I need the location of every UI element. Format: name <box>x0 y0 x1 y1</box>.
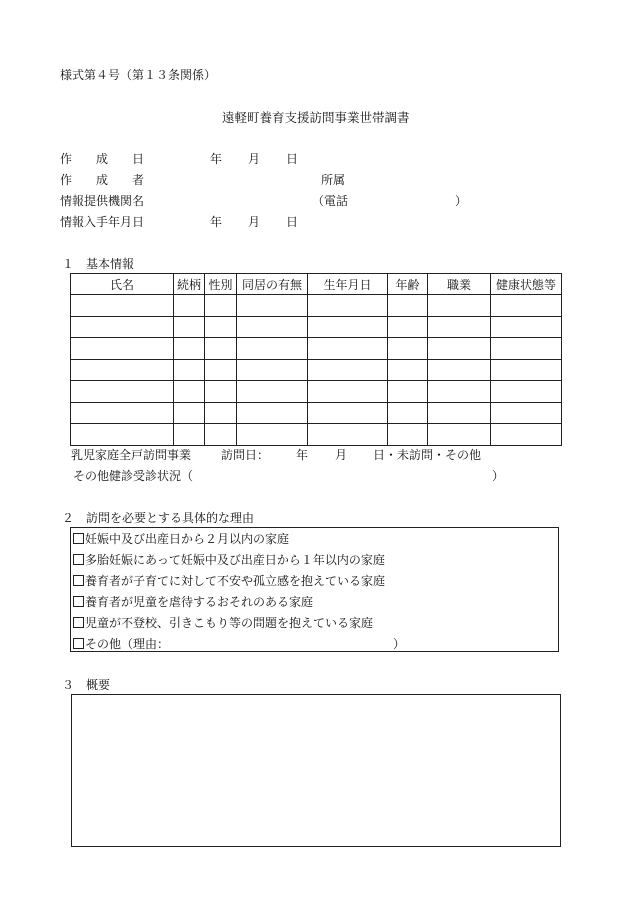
table-cell[interactable] <box>491 338 562 360</box>
column-header: 健康状態等 <box>491 274 562 295</box>
table-cell[interactable] <box>71 316 174 338</box>
table-cell[interactable] <box>205 295 237 317</box>
table-cell[interactable] <box>237 338 308 360</box>
table-cell[interactable] <box>237 381 308 403</box>
table-cell[interactable] <box>308 402 388 424</box>
reason-item[interactable]: 多胎妊娠にあって妊娠中及び出産日から１年以内の家庭 <box>73 553 385 567</box>
table-cell[interactable] <box>174 424 205 446</box>
table-cell[interactable] <box>174 316 205 338</box>
info-date-month[interactable]: 月 <box>248 215 261 229</box>
reason-item[interactable]: 児童が不登校、引きこもり等の問題を抱えている家庭 <box>73 616 373 630</box>
table-cell[interactable] <box>205 381 237 403</box>
table-cell[interactable] <box>388 402 428 424</box>
table-cell[interactable] <box>71 402 174 424</box>
table-cell[interactable] <box>174 338 205 360</box>
table-cell[interactable] <box>237 359 308 381</box>
table-cell[interactable] <box>237 295 308 317</box>
table-cell[interactable] <box>205 402 237 424</box>
table-cell[interactable] <box>388 338 428 360</box>
checkbox[interactable] <box>73 638 84 649</box>
reason-item[interactable]: 養育者が児童を虐待するおそれのある家庭 <box>73 595 313 609</box>
table-cell[interactable] <box>71 338 174 360</box>
table-cell[interactable] <box>491 359 562 381</box>
column-header: 氏名 <box>71 274 174 295</box>
checkbox[interactable] <box>73 533 84 544</box>
page-title: 遠軽町養育支援訪問事業世帯調書 <box>222 110 410 125</box>
table-cell[interactable] <box>388 316 428 338</box>
table-cell[interactable] <box>237 424 308 446</box>
table-row <box>71 359 562 381</box>
visit-date-label: 訪問日： <box>221 448 270 462</box>
table-row <box>71 424 562 446</box>
table-cell[interactable] <box>428 402 491 424</box>
table-cell[interactable] <box>428 338 491 360</box>
table-cell[interactable] <box>388 295 428 317</box>
creator-affiliation-label: 所属 <box>321 173 346 187</box>
table-row <box>71 381 562 403</box>
table-row <box>71 402 562 424</box>
table-row <box>71 338 562 360</box>
info-date-year[interactable]: 年 <box>210 215 223 229</box>
info-date-day[interactable]: 日 <box>286 215 299 229</box>
table-cell[interactable] <box>428 359 491 381</box>
column-header: 年齢 <box>388 274 428 295</box>
table-cell[interactable] <box>491 424 562 446</box>
other-reason-close: ） <box>393 637 406 651</box>
table-row <box>71 295 562 317</box>
created-date-year[interactable]: 年 <box>210 152 223 166</box>
column-header: 職業 <box>428 274 491 295</box>
overview-box[interactable] <box>71 694 561 847</box>
table-cell[interactable] <box>428 295 491 317</box>
checkup-label: その他健診受診状況（ <box>73 469 194 483</box>
reason-item[interactable]: 妊娠中及び出産日から２月以内の家庭 <box>73 532 289 546</box>
table-cell[interactable] <box>174 402 205 424</box>
column-header: 性別 <box>205 274 237 295</box>
table-cell[interactable] <box>428 381 491 403</box>
creator-label: 作 成 者 <box>60 173 145 187</box>
form-number: 様式第４号（第１３条関係） <box>60 68 217 82</box>
table-cell[interactable] <box>205 338 237 360</box>
table-cell[interactable] <box>174 359 205 381</box>
phone-open-label: （電話 <box>312 194 349 208</box>
table-cell[interactable] <box>174 381 205 403</box>
column-header: 生年月日 <box>308 274 388 295</box>
reason-item[interactable]: 養育者が子育てに対して不安や孤立感を抱えている家庭 <box>73 574 385 588</box>
table-cell[interactable] <box>308 359 388 381</box>
visit-label: 乳児家庭全戸訪問事業 <box>71 448 192 462</box>
visit-day-options[interactable]: 日・未訪問・その他 <box>373 448 482 462</box>
visit-month[interactable]: 月 <box>335 448 348 462</box>
table-row <box>71 316 562 338</box>
table-cell[interactable] <box>491 316 562 338</box>
table-cell[interactable] <box>428 424 491 446</box>
table-cell[interactable] <box>388 381 428 403</box>
table-cell[interactable] <box>388 424 428 446</box>
table-cell[interactable] <box>205 359 237 381</box>
checkbox[interactable] <box>73 575 84 586</box>
info-date-label: 情報入手年月日 <box>60 215 145 229</box>
table-cell[interactable] <box>491 381 562 403</box>
created-date-label: 作 成 日 <box>60 152 145 166</box>
table-cell[interactable] <box>491 402 562 424</box>
section2-title: ２ 訪問を必要とする具体的な理由 <box>62 511 255 525</box>
column-header: 同居の有無 <box>237 274 308 295</box>
table-cell[interactable] <box>308 295 388 317</box>
checkup-close: ） <box>492 469 505 483</box>
checkbox[interactable] <box>73 554 84 565</box>
phone-close-label: ） <box>455 194 468 208</box>
table-header-row <box>71 274 562 295</box>
column-header: 続柄 <box>174 274 205 295</box>
table-cell[interactable] <box>388 359 428 381</box>
table-cell[interactable] <box>71 424 174 446</box>
basic-info-table <box>70 273 562 446</box>
reason-item[interactable]: その他（理由： <box>73 637 169 651</box>
checkbox[interactable] <box>73 596 84 607</box>
section3-title: ３ 概要 <box>62 678 111 692</box>
table-cell[interactable] <box>71 381 174 403</box>
reason-box <box>70 527 559 652</box>
table-cell[interactable] <box>491 295 562 317</box>
created-date-month[interactable]: 月 <box>248 152 261 166</box>
created-date-day[interactable]: 日 <box>286 152 299 166</box>
table-cell[interactable] <box>308 316 388 338</box>
table-cell[interactable] <box>237 402 308 424</box>
table-cell[interactable] <box>205 424 237 446</box>
table-cell[interactable] <box>205 316 237 338</box>
visit-year[interactable]: 年 <box>296 448 309 462</box>
checkbox[interactable] <box>73 617 84 628</box>
table-body <box>71 295 562 446</box>
table-cell[interactable] <box>308 381 388 403</box>
table-cell[interactable] <box>71 295 174 317</box>
table-cell[interactable] <box>174 295 205 317</box>
table-cell[interactable] <box>237 316 308 338</box>
table-cell[interactable] <box>71 359 174 381</box>
section1-title: １ 基本情報 <box>62 257 135 271</box>
table-cell[interactable] <box>308 424 388 446</box>
table-cell[interactable] <box>308 338 388 360</box>
info-provider-label: 情報提供機関名 <box>60 194 145 208</box>
table-cell[interactable] <box>428 316 491 338</box>
